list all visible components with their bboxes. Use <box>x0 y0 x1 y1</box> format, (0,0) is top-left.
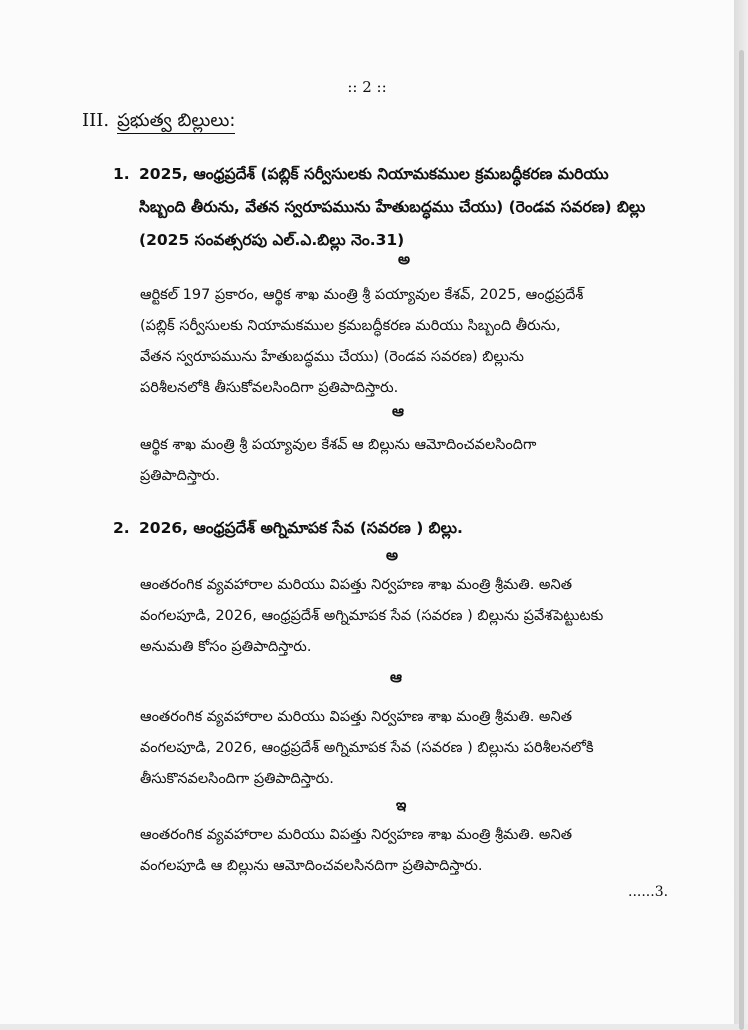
item-1-number: 1. <box>113 165 130 183</box>
scrollbar-track[interactable] <box>734 0 748 1024</box>
item-1-part-a-line-2: (పబ్లిక్ సర్వీసులకు నియామకముల క్రమబద్ధీకరణ మరియు సిబ్బంది తీరును, <box>140 318 561 334</box>
item-1-part-aa-line-2: ప్రతిపాదిస్తారు. <box>140 468 221 484</box>
continuation-marker: ......3. <box>628 884 669 900</box>
item-2-part-a-text <box>140 570 660 663</box>
page-number: :: 2 :: <box>347 78 387 96</box>
item-2-part-a-line-2: వంగలపూడి, 2026, ఆంధ్రప్రదేశ్ అగ్నిమాపక సేవ (సవరణ ) బిల్లును ప్రవేశపెట్టుటకు <box>140 608 604 624</box>
item-2-part-i-line-1: ఆంతరంగిక వ్యవహారాల మరియు విపత్తు నిర్వహణ శాఖ మంత్రి శ్రీమతి. అనిత <box>140 827 572 843</box>
item-1-part-a-label: అ <box>398 250 411 268</box>
item-2-part-aa-line-1: ఆంతరంగిక వ్యవహారాల మరియు విపత్తు నిర్వహణ శాఖ మంత్రి శ్రీమతి. అనిత <box>140 709 572 725</box>
section-heading <box>82 110 235 135</box>
item-2-number: 2. <box>113 519 130 537</box>
item-1-part-a-line-3: వేతన స్వరూపమును హేతుబద్ధము చేయు) (రెండవ సవరణ) బిల్లును <box>140 349 524 365</box>
item-1-part-aa-label: ఆ <box>392 402 404 420</box>
item-1-part-aa-line-1: ఆర్థిక శాఖ మంత్రి శ్రీ పయ్యావుల కేశవ్ ఆ బిల్లును ఆమోదించవలసిందిగా <box>140 437 537 453</box>
item-2-title <box>113 512 463 545</box>
item-2-part-aa-line-2: వంగలపూడి, 2026, ఆంధ్రప్రదేశ్ అగ్నిమాపక సేవ (సవరణ ) బిల్లును పరిశీలనలోకి <box>140 740 594 756</box>
item-1-title <box>113 158 645 257</box>
item-2-part-a-line-3: అనుమతి కోసం ప్రతిపాదిస్తారు. <box>140 639 312 655</box>
item-1-part-aa-text <box>140 430 660 492</box>
item-2-part-i-text <box>140 820 660 882</box>
section-title: ప్రభుత్వ బిల్లులు: <box>117 110 235 134</box>
item-2-part-a-line-1: ఆంతరంగిక వ్యవహారాల మరియు విపత్తు నిర్వహణ శాఖ మంత్రి శ్రీమతి. అనిత <box>140 577 572 593</box>
item-2-part-aa-line-3: తీసుకొనవలసిందిగా ప్రతిపాదిస్తారు. <box>140 771 334 787</box>
item-2-part-a-label: అ <box>386 546 399 564</box>
item-2-part-aa-label: ఆ <box>390 668 402 686</box>
item-2-part-i-label: ఇ <box>396 796 407 814</box>
item-2-part-aa-text <box>140 702 660 795</box>
item-1-part-a-line-1: ఆర్టికల్ 197 ప్రకారం, ఆర్థిక శాఖ మంత్రి శ్రీ పయ్యావుల కేశవ్, 2025, ఆంధ్రప్రదేశ్ <box>140 287 584 303</box>
scrollbar-thumb[interactable] <box>739 50 744 1030</box>
item-1-title-line-1: 2025, ఆంధ్రప్రదేశ్ (పబ్లిక్ సర్వీసులకు నియామకముల క్రమబద్ధీకరణ మరియు <box>139 165 609 183</box>
section-roman-numeral: III. <box>82 110 110 131</box>
item-2-title-text: 2026, ఆంధ్రప్రదేశ్ అగ్నిమాపక సేవ (సవరణ ) బిల్లు. <box>139 519 463 537</box>
item-1-title-line-2: సిబ్బంది తీరును, వేతన స్వరూపమును హేతుబద్ధము చేయు) (రెండవ సవరణ) బిల్లు <box>139 198 646 216</box>
item-2-part-i-line-2: వంగలపూడి ఆ బిల్లును ఆమోదించవలసినదిగా ప్రతిపాదిస్తారు. <box>140 858 483 874</box>
item-1-part-a-line-4: పరిశీలనలోకి తీసుకోవలసిందిగా ప్రతిపాదిస్తారు. <box>140 380 399 396</box>
item-1-title-line-3: (2025 సంవత్సరపు ఎల్.ఎ.బిల్లు నెం.31) <box>139 231 405 249</box>
item-1-part-a-text <box>140 280 660 404</box>
